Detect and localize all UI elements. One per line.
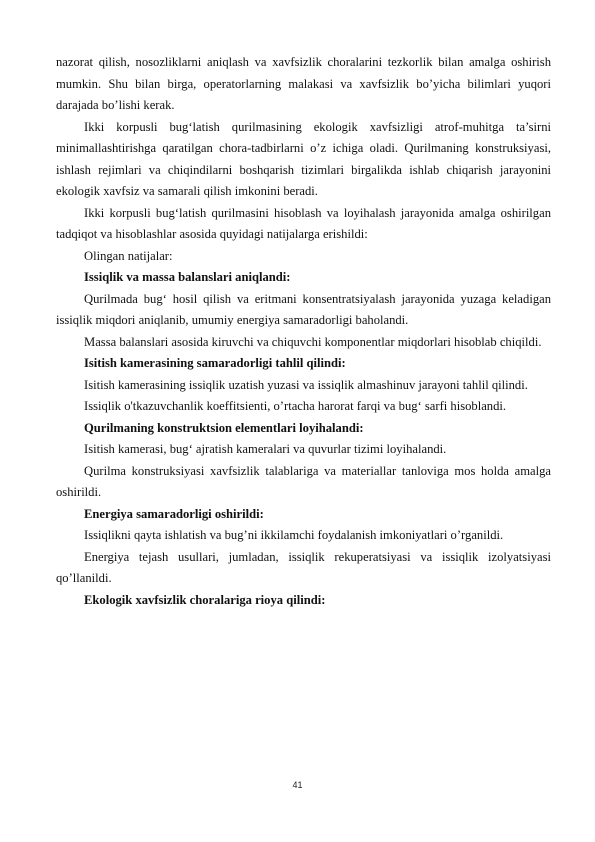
heading-heat-mass-balance: Issiqlik va massa balanslari aniqlandi: xyxy=(84,270,291,284)
paragraph-results-label: Olingan natijalar: xyxy=(84,248,173,263)
paragraph-safety-requirements: Qurilma konstruksiyasi xavfsizlik talablariga va materiallar tanloviga mos holda amalga oshirildi. xyxy=(56,463,551,499)
paragraph-heat-transfer-surface: Isitish kamerasining issiqlik uzatish yuzasi va issiqlik almashinuv jarayoni tahlil qilindi. xyxy=(84,377,528,392)
paragraph-energy-saving: Energiya tejash usullari, jumladan, issiqlik rekuperatsiyasi va issiqlik izolyatsiyasi qo’llanildi. xyxy=(56,549,551,585)
heading-ecological-measures: Ekologik xavfsizlik choralariga rioya qilindi: xyxy=(84,592,326,607)
paragraph-mass-balance: Massa balanslari asosida kiruvchi va chiquvchi komponentlar miqdorlari hisoblab chiqildi. xyxy=(84,334,542,349)
heading-construction-elements: Qurilmaning konstruktsion elementlari loyihalandi: xyxy=(84,420,364,435)
paragraph-heat-amount: Qurilmada bug‘ hosil qilish va eritmani konsentratsiyalash jarayonida yuzaga keladigan issiqlik miqdori aniqlanib, umumiy energiya samaradorligi baholandi. xyxy=(56,291,551,327)
page-number: 41 xyxy=(292,780,303,790)
heading-energy-efficiency: Energiya samaradorligi oshirildi: xyxy=(84,506,264,521)
paragraph-calculation-intro: Ikki korpusli bug‘latish qurilmasini hisoblash va loyihalash jarayonida amalga oshirilgan tadqiqot va hisoblashlar asosida quyidagi natijalarga erishildi: xyxy=(56,205,551,241)
paragraph-chamber-design: Isitish kamerasi, bug‘ ajratish kameralari va quvurlar tizimi loyihalandi. xyxy=(84,442,447,456)
paragraph-heat-reuse: Issiqlikni qayta ishlatish va bug’ni ikkilamchi foydalanish imkoniyatlari o’rganildi. xyxy=(84,528,504,542)
paragraph-conductivity: Issiqlik o'tkazuvchanlik koeffitsienti, o’rtacha harorat farqi va bug‘ sarfi hisoblandi. xyxy=(84,399,507,413)
paragraph-ecological-safety: Ikki korpusli bug‘latish qurilmasining ekologik xavfsizligi atrof-muhitga ta’sirni minimallashtirishga qaratilgan chora-tadbirlarni o’z ichiga oladi. Qurilmaning konstruksiyasi, ishlash rejimlari va chiqindilarni boshqarish tizimlari birgalikda ishlab chiqarish jarayonini ekologik xavfsiz va samarali qilish imkonini beradi. xyxy=(56,119,551,198)
heading-heating-chamber: Isitish kamerasining samaradorligi tahlil qilindi: xyxy=(84,356,346,370)
document-page xyxy=(56,52,551,611)
paragraph-continuation: nazorat qilish, nosozliklarni aniqlash va xavfsizlik choralarini tezkorlik bilan amalga oshirish mumkin. Shu bilan birga, operatorlarning malakasi va xavfsizlik bo’yicha bilimlari yuqori darajada bo’lishi kerak. xyxy=(56,55,551,112)
